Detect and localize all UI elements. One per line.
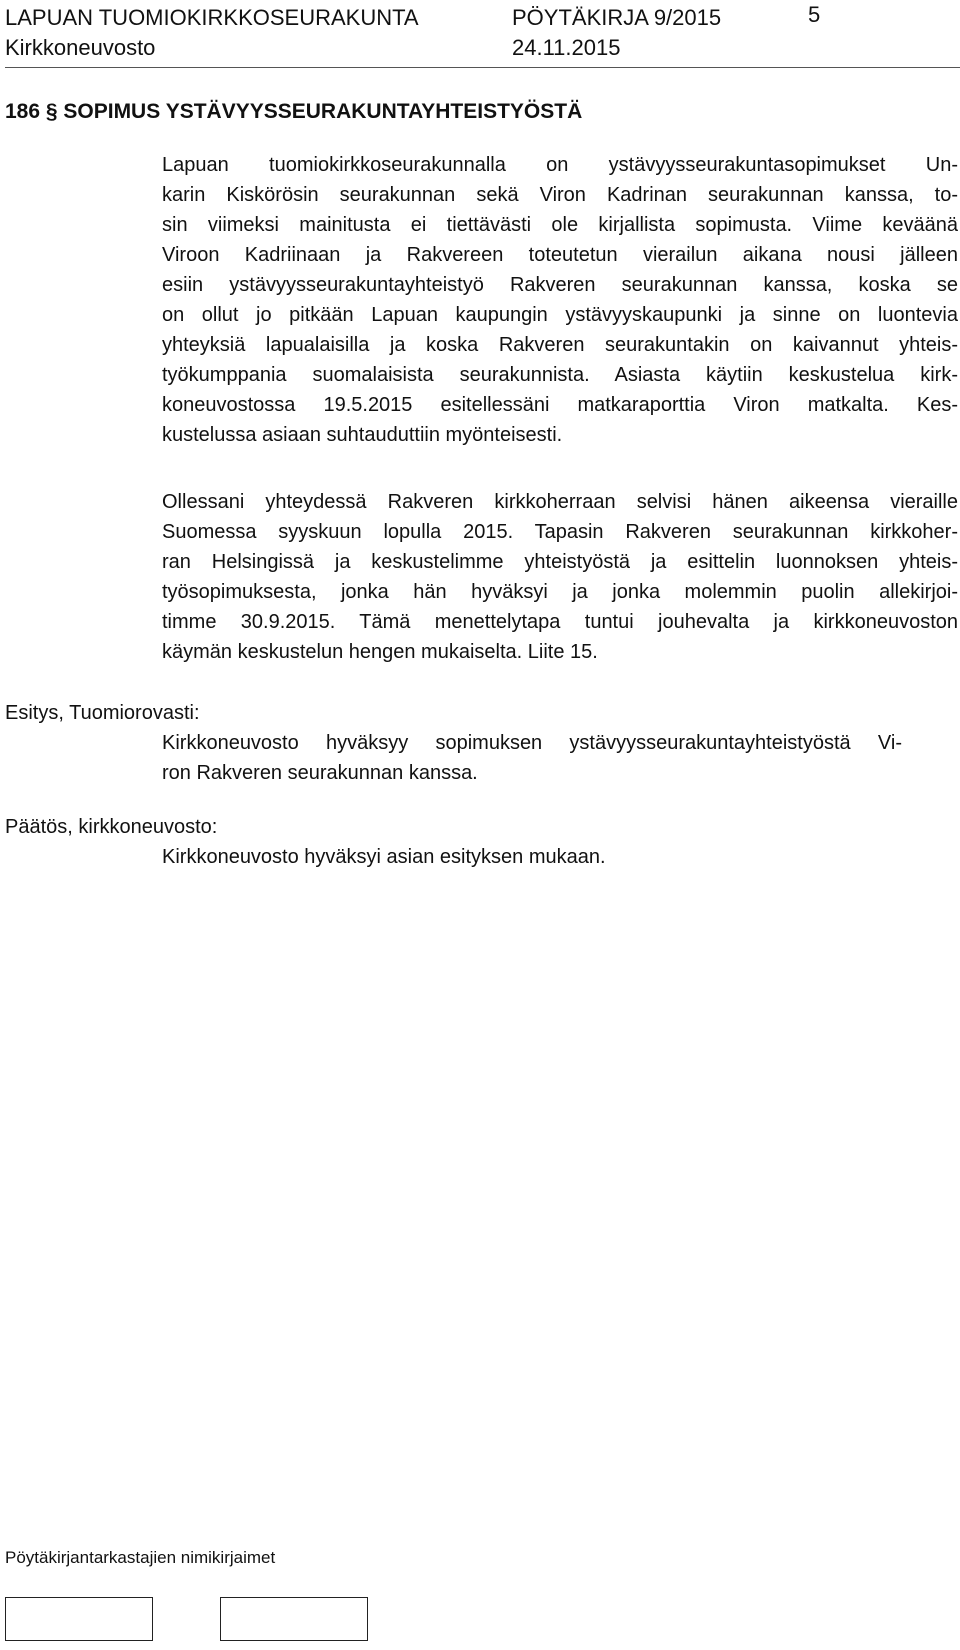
header-organization: LAPUAN TUOMIOKIRKKOSEURAKUNTA: [5, 5, 419, 30]
paragraph-line: työsopimuksesta, jonka hän hyväksyi ja jonka molemmin puolin allekirjoi-: [162, 581, 958, 603]
paragraph-line: sin viimeksi mainitusta ei tiettävästi ole kirjallista sopimusta. Viime keväänä: [162, 214, 958, 236]
header-document: PÖYTÄKIRJA 9/2015: [512, 5, 722, 30]
header-date: 24.11.2015: [512, 35, 621, 60]
paragraph-line: koneuvostossa 19.5.2015 esitellessäni matkaraporttia Viron matkalta. Kes-: [162, 394, 958, 416]
paragraph-line: ran Helsingissä ja keskustelimme yhteistyöstä ja esittelin luonnoksen yhteis-: [162, 551, 958, 573]
proposal-line: Kirkkoneuvosto hyväksyy sopimuksen ystävyysseurakuntayhteistyöstä Vi-: [162, 732, 902, 754]
decision-line: Kirkkoneuvosto hyväksyi asian esityksen mukaan.: [162, 846, 606, 868]
decision-label: Päätös, kirkkoneuvosto:: [5, 816, 218, 838]
paragraph-line: Ollessani yhteydessä Rakveren kirkkoherraan selvisi hänen aikeensa vieraille: [162, 491, 958, 513]
paragraph-line: karin Kiskörösin seurakunnan sekä Viron Kadrinan seurakunnan kanssa, to-: [162, 184, 958, 206]
paragraph-line: Viroon Kadriinaan ja Rakvereen toteutetun vierailun aikana nousi jälleen: [162, 244, 958, 266]
paragraph-line: Suomessa syyskuun lopulla 2015. Tapasin Rakveren seurakunnan kirkkoher-: [162, 521, 958, 543]
paragraph-line: kustelussa asiaan suhtauduttiin myönteisesti.: [162, 424, 563, 446]
paragraph-line: käymän keskustelun hengen mukaiselta. Liite 15.: [162, 641, 598, 663]
paragraph-line: on ollut jo pitkään Lapuan kaupungin ystävyyskaupunki ja sinne on luontevia: [162, 304, 958, 326]
decision-text: [162, 842, 958, 872]
proposal-label: Esitys, Tuomiorovasti:: [5, 702, 200, 724]
section-title: 186 § SOPIMUS YSTÄVYYSSEURAKUNTAYHTEISTYÖSTÄ: [5, 100, 583, 123]
reviewers-initials-label: Pöytäkirjantarkastajien nimikirjaimet: [5, 1548, 276, 1567]
paragraph-meeting: [162, 487, 958, 667]
proposal-line: ron Rakveren seurakunnan kanssa.: [162, 762, 478, 784]
proposal-text: [162, 728, 902, 788]
paragraph-line: timme 30.9.2015. Tämä menettelytapa tuntui jouhevalta ja kirkkoneuvoston: [162, 611, 958, 633]
initials-box-2[interactable]: [220, 1597, 368, 1641]
header-divider: [5, 67, 960, 68]
initials-box-1[interactable]: [5, 1597, 153, 1641]
header-body: Kirkkoneuvosto: [5, 35, 156, 60]
page-number: 5: [808, 2, 821, 27]
paragraph-line: Lapuan tuomiokirkkoseurakunnalla on ystävyysseurakuntasopimukset Un-: [162, 154, 958, 176]
paragraph-line: työkumppania suomalaisista seurakunnista. Asiasta käytiin keskustelua kirk-: [162, 364, 958, 386]
paragraph-intro: [162, 150, 958, 450]
paragraph-line: esiin ystävyysseurakuntayhteistyö Rakveren seurakunnan kanssa, koska se: [162, 274, 958, 296]
paragraph-line: yhteyksiä lapualaisilla ja koska Rakveren seurakuntakin on kaivannut yhteis-: [162, 334, 958, 356]
